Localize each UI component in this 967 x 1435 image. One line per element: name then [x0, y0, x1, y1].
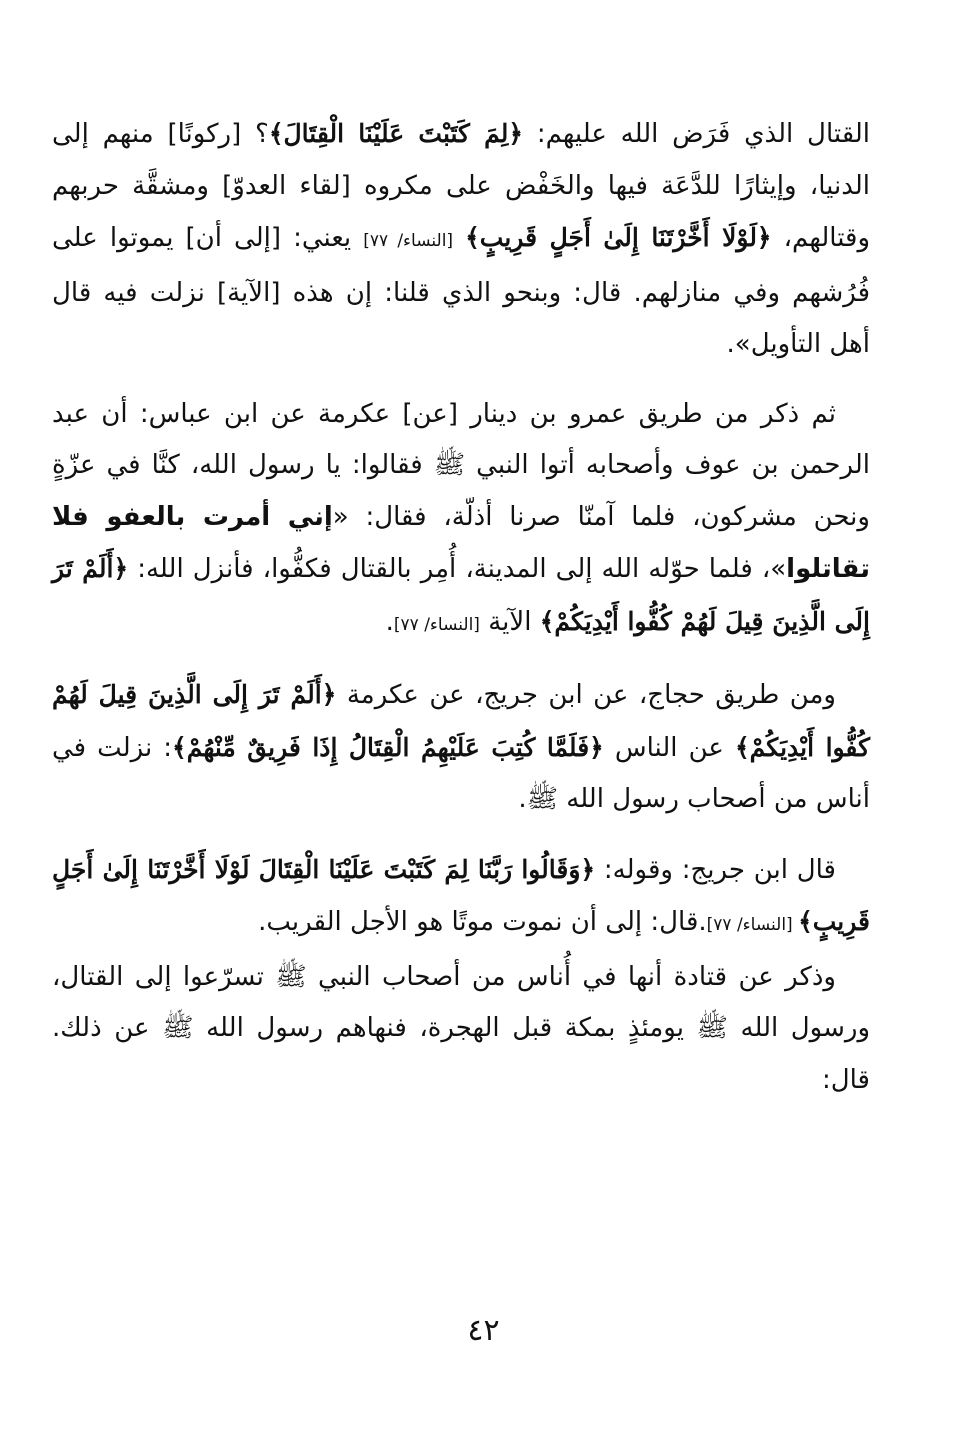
- quran-verse: ﴿أَلَمْ تَرَ إِلَى الَّذِينَ قِيلَ لَهُمْ كُفُّوا أَيْدِيَكُمْ﴾: [52, 554, 870, 636]
- surah-reference: [النساء/ ٧٧]: [393, 614, 480, 635]
- paragraph-2: [52, 389, 870, 652]
- body-text: [52, 108, 870, 1106]
- paragraph-1: [52, 108, 870, 371]
- text-run: عن الناس: [603, 732, 735, 763]
- quran-verse: ﴿لَوْلَا أَخَّرْتَنَا إِلَىٰ أَجَلٍ قَرِيبٍ﴾: [465, 223, 772, 252]
- hadith-quote: إني أمرت بالعفو فلا تقاتلوا: [52, 501, 870, 584]
- page-number: ٤٢: [467, 1313, 500, 1348]
- text-run: : نزلت في أناس من أصحاب رسول الله ﷺ.: [52, 732, 870, 814]
- text-run: الآية: [479, 606, 540, 637]
- quran-verse: ﴿فَلَمَّا كُتِبَ عَلَيْهِمُ الْقِتَالُ إِذَا فَرِيقٌ مِّنْهُمْ﴾: [172, 732, 604, 762]
- text-run: ثم ذكر من طريق عمرو بن دينار [عن] عكرمة عن ابن عباس: أن عبد الرحمن بن عوف وأصحابه أتوا النبي ﷺ فقالوا: يا رسول الله، كنَّا في عزّةٍ ونحن مشركون، فلما آمنّا صرنا أذلّة، فقال: «: [52, 398, 870, 532]
- text-run: قال ابن جريج: وقوله:: [595, 854, 836, 885]
- text-run: »، فلما حوّله الله إلى المدينة، أُمِر بالقتال فكفُّوا، فأنزل الله:: [128, 554, 787, 584]
- surah-reference: [النساء/ ٧٧]: [363, 231, 454, 251]
- text-run: .: [385, 606, 394, 637]
- text-run: يعني: [إلى أن] يموتوا على فُرُشهم وفي منازلهم. قال: وبنحو الذي قلنا: إن هذه [الآية] نزلت فيه قال أهل التأويل».: [52, 223, 870, 359]
- paragraph-3: [52, 669, 870, 826]
- surah-reference: [النساء/ ٧٧]: [706, 915, 799, 935]
- paragraph-5: [52, 952, 870, 1107]
- text-run: .قال: إلى أن نموت موتًا هو الأجل القريب.: [258, 907, 707, 937]
- text-run: القتال الذي فَرَض الله عليهم:: [523, 119, 871, 149]
- text-run: وذكر عن قتادة أنها في أُناس من أصحاب النبي ﷺ تسرّعوا إلى القتال، ورسول الله ﷺ يومئذٍ بمكة قبل الهجرة، فنهاهم رسول الله ﷺ عن ذلك. قال:: [52, 961, 870, 1095]
- quran-verse: ﴿لِمَ كَتَبْتَ عَلَيْنَا الْقِتَالَ﴾: [268, 119, 524, 148]
- paragraph-4: [52, 844, 870, 952]
- quran-verse: ﴿أَلَمْ تَرَ إِلَى الَّذِينَ قِيلَ لَهُمْ كُفُّوا أَيْدِيَكُمْ﴾: [52, 680, 870, 762]
- quran-verse: ﴿وَقَالُوا رَبَّنَا لِمَ كَتَبْتَ عَلَيْنَا الْقِتَالَ لَوْلَا أَخَّرْتَنَا إِلَىٰ أَجَلٍ قَرِيبٍ﴾: [52, 854, 870, 936]
- text-run: ؟ [ركونًا] منهم إلى الدنيا، وإيثارًا للدَّعَة فيها والخَفْض على مكروه [لقاء العدوّ] ومشقَّة حربهم وقتالهم،: [52, 119, 871, 253]
- text-run: ومن طريق حجاج، عن ابن جريج، عن عكرمة: [336, 680, 836, 710]
